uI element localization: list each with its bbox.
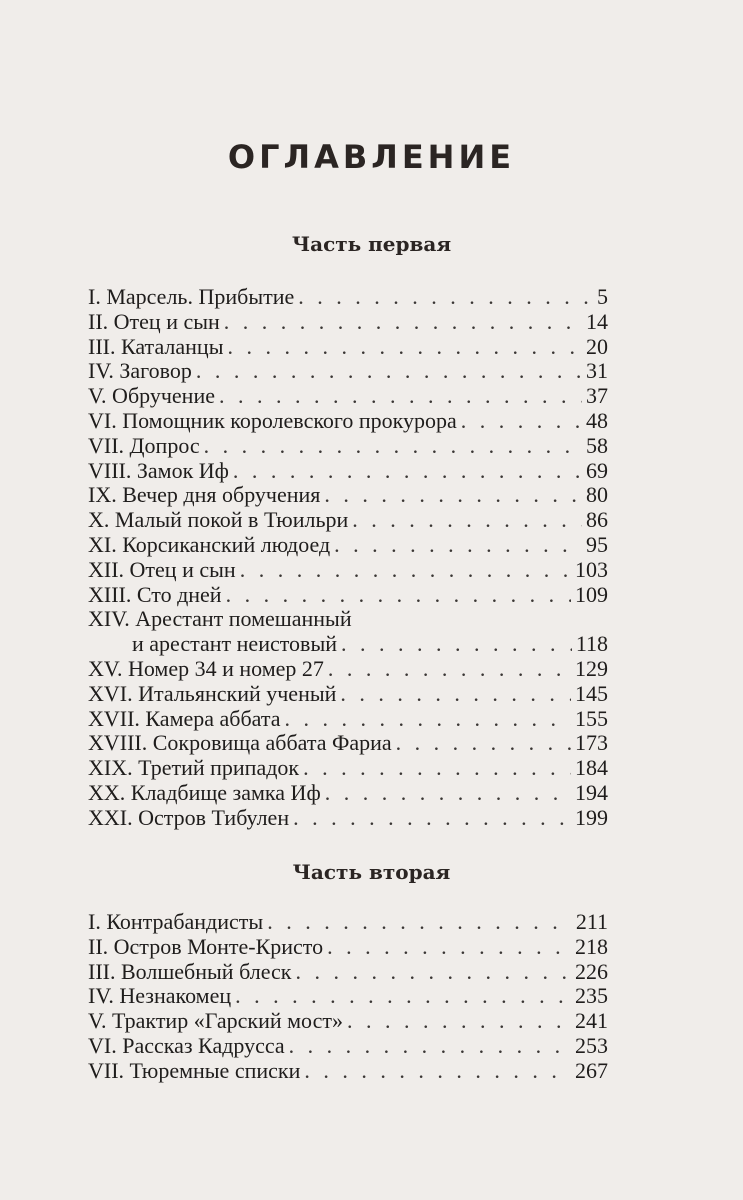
toc-page-number: 155: [575, 705, 608, 731]
toc-entry-title: XIV. Арестант помешанный: [88, 606, 352, 632]
dot-leader: [204, 434, 582, 459]
toc-entry-title: XIX. Третий припадок: [88, 755, 300, 781]
toc-entry: [88, 1034, 608, 1059]
toc-entry: [88, 459, 608, 484]
dot-leader: [327, 935, 571, 960]
toc-entry-title: V. Обручение: [88, 383, 215, 409]
dot-leader: [334, 533, 582, 558]
toc-entry-title: V. Трактир «Гарский мост»: [88, 1008, 343, 1034]
dot-leader: [295, 960, 571, 985]
toc-page-number: 129: [575, 655, 608, 681]
toc-entry: [88, 558, 608, 583]
toc-entry-title: IX. Вечер дня обручения: [88, 482, 321, 508]
toc-entry-title: XII. Отец и сын: [88, 556, 236, 582]
toc-entry: [88, 508, 608, 533]
toc-entry: [88, 434, 608, 459]
toc-page-number: 194: [575, 779, 608, 805]
dot-leader: [196, 359, 582, 384]
toc-entry-title: VI. Рассказ Кадрусса: [88, 1032, 285, 1058]
dot-leader: [324, 483, 582, 508]
toc-entry: [88, 384, 608, 409]
toc-entry: [88, 707, 608, 732]
toc-entry-title: XVII. Камера аббата: [88, 705, 281, 731]
toc-page-number: 267: [575, 1057, 608, 1083]
dot-leader: [328, 657, 571, 682]
toc-part-one: [88, 285, 608, 831]
toc-page-number: 5: [597, 284, 608, 309]
toc-entry: [88, 533, 608, 558]
toc-page-number: 80: [586, 482, 608, 508]
dot-leader: [298, 285, 593, 310]
toc-entry-title: и арестант неистовый: [132, 631, 337, 657]
toc-entry-title: VII. Тюремные списки: [88, 1057, 301, 1083]
toc-page-number: 14: [586, 308, 608, 334]
toc-entry: [88, 935, 608, 960]
toc-page-number: 218: [575, 933, 608, 959]
toc-entry-title: III. Каталанцы: [88, 333, 224, 359]
part-two-heading: Часть вторая: [292, 860, 451, 884]
toc-entry: [88, 310, 608, 335]
toc-entry: [88, 1009, 608, 1034]
toc-page-number: 95: [586, 531, 608, 557]
toc-page-number: 253: [575, 1032, 608, 1058]
dot-leader: [340, 682, 571, 707]
toc-page-number: 199: [575, 804, 608, 830]
toc-part-two: [88, 910, 608, 1084]
toc-entry-title: X. Малый покой в Тюильри: [88, 507, 349, 533]
toc-entry: [88, 285, 608, 310]
dot-leader: [352, 508, 582, 533]
toc-entry: [88, 682, 608, 707]
toc-entry: [88, 756, 608, 781]
toc-entry: [88, 960, 608, 985]
toc-entry: [88, 335, 608, 360]
toc-entry-title: I. Контрабандисты: [88, 909, 264, 934]
part-one-heading: Часть первая: [291, 232, 452, 256]
toc-entry: [88, 910, 608, 935]
toc-page-number: 145: [575, 680, 608, 706]
toc-entry-title: XX. Кладбище замка Иф: [88, 779, 321, 805]
toc-entry-title: XI. Корсиканский людоед: [88, 531, 331, 557]
toc-entry: [88, 583, 608, 608]
toc-page-number: 235: [575, 983, 608, 1009]
toc-entry-title: II. Отец и сын: [88, 308, 220, 334]
toc-page-number: 226: [575, 958, 608, 984]
toc-page-number: 103: [575, 556, 608, 582]
toc-page-number: 86: [586, 507, 608, 533]
toc-entry-title: VII. Допрос: [88, 432, 200, 458]
toc-entry: [88, 632, 608, 657]
dot-leader: [226, 583, 571, 608]
toc-entry: [88, 781, 608, 806]
dot-leader: [289, 1034, 571, 1059]
toc-entry: [88, 731, 608, 756]
toc-entry-title: III. Волшебный блеск: [88, 958, 292, 984]
dot-leader: [347, 1009, 571, 1034]
toc-page-number: 241: [575, 1008, 608, 1034]
toc-page-number: 69: [586, 457, 608, 483]
dot-leader: [303, 756, 571, 781]
toc-entry-title: XIII. Сто дней: [88, 581, 222, 607]
toc-page-number: 211: [575, 909, 608, 934]
dot-leader: [227, 335, 582, 360]
dot-leader: [224, 310, 582, 335]
toc-entry: [88, 1059, 608, 1084]
dot-leader: [235, 984, 571, 1009]
dot-leader: [267, 910, 572, 935]
toc-entry-title: IV. Заговор: [88, 358, 192, 384]
toc-page-number: 37: [586, 383, 608, 409]
toc-entry: [88, 483, 608, 508]
toc-entry-title: I. Марсель. Прибытие: [88, 284, 295, 309]
toc-page-number: 118: [575, 631, 608, 657]
toc-entry: [88, 657, 608, 682]
dot-leader: [240, 558, 571, 583]
dot-leader: [325, 781, 571, 806]
toc-entry-title: XVI. Итальянский ученый: [88, 680, 337, 706]
toc-entry-title: XV. Номер 34 и номер 27: [88, 655, 324, 681]
toc-entry: [88, 607, 608, 632]
toc-page-number: 20: [586, 333, 608, 359]
dot-leader: [461, 409, 582, 434]
dot-leader: [396, 731, 571, 756]
dot-leader: [293, 806, 571, 831]
toc-entry-title: XXI. Остров Тибулен: [88, 804, 290, 830]
toc-entry-title: IV. Незнакомец: [88, 983, 232, 1009]
toc-page-number: 31: [586, 358, 608, 384]
toc-entry-title: VIII. Замок Иф: [88, 457, 229, 483]
toc-page-number: 58: [586, 432, 608, 458]
toc-entry: [88, 806, 608, 831]
toc-entry-title: II. Остров Монте-Кристо: [88, 933, 324, 959]
toc-page-number: 48: [586, 407, 608, 433]
toc-entry-title: VI. Помощник королевского прокурора: [88, 407, 457, 433]
dot-leader: [341, 632, 572, 657]
dot-leader: [304, 1059, 571, 1084]
dot-leader: [219, 384, 582, 409]
dot-leader: [285, 707, 571, 732]
toc-entry: [88, 409, 608, 434]
toc-page-number: 173: [575, 730, 608, 756]
toc-entry: [88, 359, 608, 384]
toc-entry: [88, 984, 608, 1009]
toc-page-number: 184: [575, 755, 608, 781]
dot-leader: [233, 459, 582, 484]
toc-entry-title: XVIII. Сокровища аббата Фариа: [88, 730, 392, 756]
page-title: ОГЛАВЛЕНИЕ: [227, 138, 516, 176]
toc-page-number: 109: [575, 581, 608, 607]
